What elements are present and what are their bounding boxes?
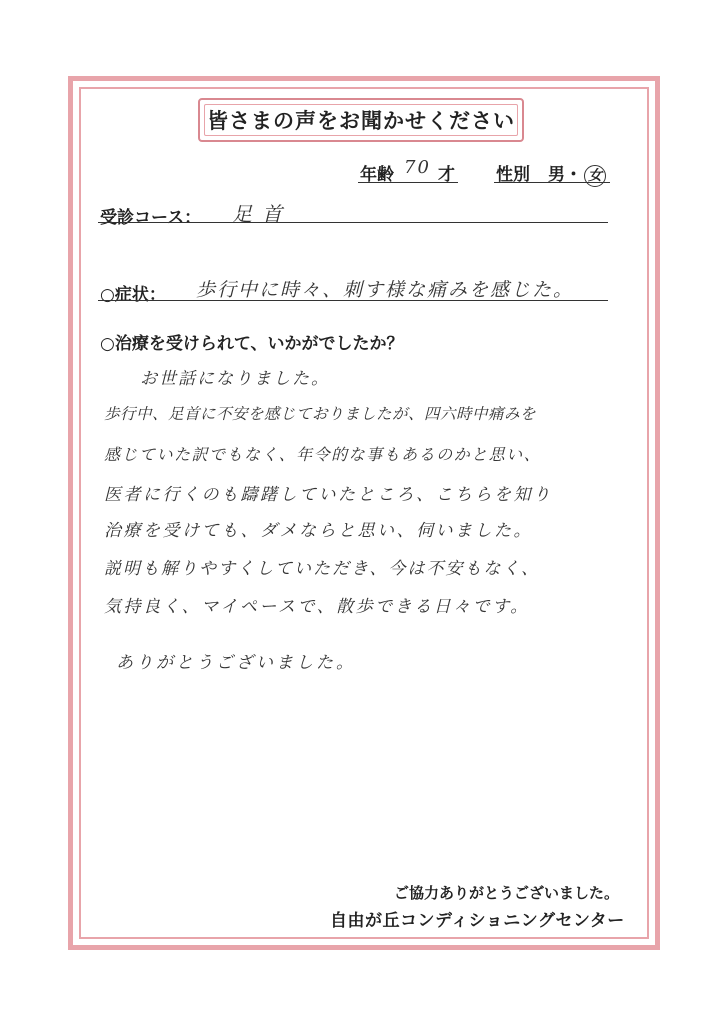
answer-line-3: 感じていた訳でもなく、年令的な事もあるのかと思い、 [104, 445, 542, 464]
gender-separator: ・ [565, 165, 582, 185]
gender-female-circled: 女 [584, 165, 606, 187]
form-title [198, 98, 524, 142]
symptom-underline [98, 300, 608, 301]
footer-center-name: 自由が丘コンディショニングセンター [330, 911, 625, 931]
answer-line-1: お世話になりました。 [140, 369, 330, 389]
age-label: 年齢 [360, 165, 394, 185]
course-label: 受診コース： [100, 208, 202, 228]
symptom-value: 歩行中に時々、刺す様な痛みを感じた。 [196, 279, 575, 301]
answer-line-6: 説明も解りやすくしていただき、今は不安もなく、 [104, 559, 540, 579]
course-underline [98, 222, 608, 223]
question-label: ○治療を受けられて、いかがでしたか？ [100, 334, 404, 354]
age-unit: 才 [438, 165, 455, 185]
age-value: 70 [404, 157, 431, 178]
answer-line-5: 治療を受けても、ダメならと思い、伺いました。 [104, 521, 533, 541]
age-underline [358, 182, 458, 183]
gender-male: 男 [548, 165, 565, 185]
answer-line-2: 歩行中、足首に不安を感じておりましたが、四六時中痛みを [104, 405, 537, 423]
symptom-label: ○症状： [100, 285, 166, 305]
gender-underline [494, 182, 610, 183]
gender-label: 性別 [496, 165, 530, 185]
answer-line-8: ありがとうございました。 [116, 653, 356, 673]
form-title-text: 皆さまの声をお聞かせください [207, 109, 515, 133]
answer-line-7: 気持良く、マイペースで、散歩できる日々です。 [104, 597, 530, 617]
course-value: 足首 [232, 202, 292, 226]
footer-thanks: ご協力ありがとうございました。 [394, 884, 620, 902]
answer-line-4: 医者に行くのも躊躇していたところ、こちらを知り [104, 485, 553, 505]
